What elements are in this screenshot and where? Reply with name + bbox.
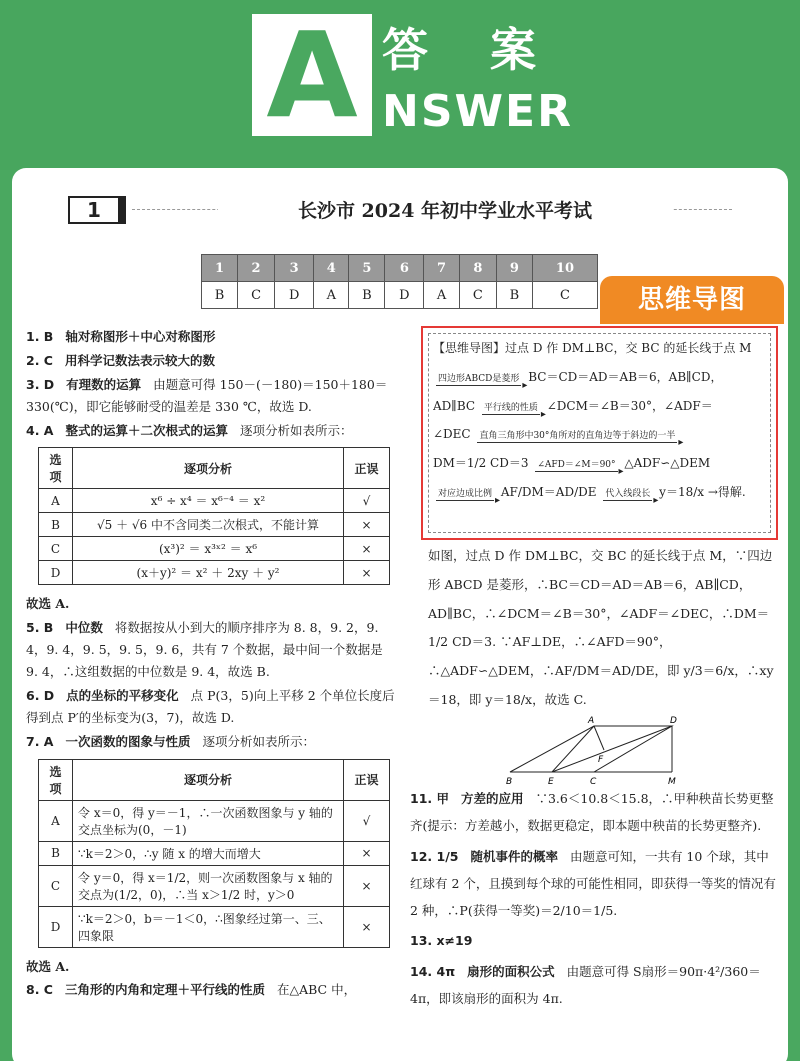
- table-header-row: [39, 448, 390, 489]
- answer-number: 4. A: [26, 422, 54, 438]
- knowledge-tag: 有理数的运算: [66, 376, 142, 392]
- header-banner: [0, 0, 800, 170]
- table-row: [39, 513, 390, 537]
- header-title-zh: 答案: [382, 23, 598, 77]
- answer-item-12: [410, 844, 780, 925]
- option-cell: D: [39, 561, 73, 585]
- answer-explanation: 逐项分析如表所示：: [239, 422, 353, 438]
- mindmap-arrow: 直角三角形中30°角所对的直角边等于斜边的一半 ▸: [477, 430, 677, 443]
- label-E: E: [548, 777, 554, 787]
- mindmap-tab: 思维导图: [600, 276, 784, 324]
- judgement-cell: ×: [344, 537, 390, 561]
- mindmap-line: [433, 363, 766, 392]
- knowledge-tag: 方差的应用: [460, 791, 524, 806]
- answer-item-5: [26, 617, 396, 683]
- mindmap-line: [433, 478, 766, 507]
- answer-explanation: 将数据按从小到大的顺序排序为 8. 8，9. 2，9. 4，9. 4，9. 5，9. 5，9. 6，共有 7 个数据，最中间一个数据是 9. 4，∴这组数据的中位数是 9. 4，故选 B.: [26, 620, 383, 679]
- mindmap-arrow: 代入线段长 ▸: [603, 488, 652, 501]
- question-number: 7: [424, 255, 459, 282]
- knowledge-tag: 随机事件的概率: [470, 848, 558, 864]
- answer-item-7: [26, 731, 396, 753]
- answer-conclusion: 故选 A.: [26, 596, 70, 612]
- option-cell: A: [39, 800, 73, 841]
- label-C: C: [590, 777, 597, 787]
- question-number: 10: [532, 255, 597, 282]
- mindmap-arrow: 平行线的性质 ▸: [482, 402, 540, 415]
- answer-number: 1. B: [26, 329, 54, 344]
- table-row: [39, 537, 390, 561]
- line-DE: [552, 726, 672, 772]
- answer-explanation: 点 P(3，5)向上平移 2 个单位长度后得到点 P′的坐标变为(3，7)，故选 D.: [26, 687, 395, 725]
- left-column: [26, 326, 396, 1003]
- label-A: A: [588, 716, 595, 726]
- table-row: [39, 561, 390, 585]
- mindmap-step: ∠DEC: [433, 427, 471, 442]
- analysis-cell: √5 ＋ √6 中不含同类二次根式，不能计算: [73, 513, 344, 537]
- answer-number-row: [202, 255, 598, 282]
- table-row: [39, 865, 390, 906]
- table-row: [39, 906, 390, 947]
- mindmap-step: AF/DM＝AD/DE: [500, 484, 597, 499]
- answer-item-11: [410, 786, 780, 840]
- judgement-cell: √: [344, 800, 390, 841]
- answer-choice: B: [349, 282, 385, 309]
- table-header: 正误: [344, 448, 390, 489]
- knowledge-tag: 中位数: [65, 620, 103, 636]
- mindmap-line: [433, 449, 766, 478]
- table-row: [39, 800, 390, 841]
- judgement-cell: √: [344, 489, 390, 513]
- answer-item-13: [410, 928, 780, 955]
- table-header: 逐项分析: [73, 759, 344, 800]
- analysis-table-q7: [38, 759, 390, 948]
- mindmap-step: AD∥BC: [433, 398, 476, 413]
- question-number: 6: [385, 255, 424, 282]
- label-F: F: [598, 755, 604, 765]
- mindmap-line: [433, 420, 766, 449]
- answer-number: 13. x≠19: [410, 933, 473, 949]
- option-cell: B: [39, 513, 73, 537]
- rhombus-ABCD: [510, 726, 672, 772]
- option-cell: B: [39, 841, 73, 865]
- paper-title: 长沙市 2024 年初中学业水平考试: [218, 196, 672, 223]
- label-M: M: [668, 777, 676, 787]
- line-AE: [552, 726, 594, 772]
- answer-number: 11. 甲: [410, 791, 449, 806]
- answer-choice: C: [532, 282, 597, 309]
- option-cell: A: [39, 489, 73, 513]
- question-number: 5: [349, 255, 385, 282]
- answer-item-14: [410, 959, 780, 1013]
- question-number: 9: [496, 255, 532, 282]
- paper-number-bar: [120, 196, 126, 224]
- knowledge-tag: 点的坐标的平移变化: [66, 687, 179, 703]
- analysis-cell: ∵k＝2＞0，b＝－1＜0，∴图象经过第一、三、四象限: [73, 906, 344, 947]
- mindmap-step: ∠DCM＝∠B＝30°，∠ADF＝: [546, 398, 713, 413]
- option-cell: D: [39, 906, 73, 947]
- answer-explanation: 由题意可得 S扇形＝90π·4²/360＝4π，即该扇形的面积为 4π.: [410, 964, 761, 1007]
- answer-explanation: 由题意可知，一共有 10 个球，其中红球有 2 个，且摸到每个球的可能性相同，即获得一等奖的情况有 2 种，∴P(获得一等奖)＝2/10＝1/5.: [410, 848, 776, 918]
- analysis-cell: (x³)² ＝ x³ˣ² ＝ x⁶: [73, 537, 344, 561]
- table-header: 正误: [344, 759, 390, 800]
- answer-number: 2. C: [26, 352, 53, 368]
- answer-item-1: [26, 326, 396, 348]
- analysis-cell: x⁶ ÷ x⁴ ＝ x⁶⁻⁴ ＝ x²: [73, 489, 344, 513]
- header-letter: A: [252, 14, 372, 136]
- answer-number: 14. 4π: [410, 964, 456, 980]
- answer-choice: C: [459, 282, 496, 309]
- answer-item-8: [26, 979, 396, 1001]
- paper-title-row: [68, 196, 732, 228]
- mindmap-line: [433, 392, 766, 421]
- option-cell: C: [39, 865, 73, 906]
- analysis-cell: ∵k＝2＞0，∴y 随 x 的增大而增大: [73, 841, 344, 865]
- knowledge-tag: 整式的运算＋二次根式的运算: [65, 422, 228, 438]
- knowledge-tag: 扇形的面积公式: [467, 964, 555, 980]
- answer-choice: B: [202, 282, 238, 309]
- table-header: 选项: [39, 759, 73, 800]
- paper-number: 1: [68, 196, 120, 224]
- mindmap-arrow: 对应边成比例 ▸: [436, 488, 494, 501]
- answer-choice-row: [202, 282, 598, 309]
- answer-explanation: 由题意可得 150－(－180)＝150＋180＝330(℃)，即它能够耐受的温差是 330 ℃，故选 D.: [26, 376, 388, 414]
- answer-choice: D: [275, 282, 314, 309]
- question-number: 4: [314, 255, 349, 282]
- answer-item-3: [26, 374, 396, 418]
- mindmap-step: BC＝CD＝AD＝AB＝6，AB∥CD，: [528, 369, 723, 384]
- table-row: [39, 841, 390, 865]
- right-column: [410, 786, 780, 1017]
- analysis-cell: (x＋y)² ＝ x² ＋ 2xy ＋ y²: [73, 561, 344, 585]
- answer-number: 5. B: [26, 620, 54, 636]
- judgement-cell: ×: [344, 561, 390, 585]
- judgement-cell: ×: [344, 865, 390, 906]
- answer-number: 3. D: [26, 376, 55, 392]
- mindmap-step: △ADF∽△DEM: [624, 456, 711, 471]
- answer-explanation: ∵3.6＜10.8＜15.8，∴甲种秧苗长势更整齐(提示：方差越小，数据更稳定，即本题中秧苗的长势更整齐).: [410, 791, 774, 833]
- mindmap-arrow: 四边形ABCD是菱形 ▸: [436, 373, 521, 386]
- mindmap-lead: 【思维导图】过点 D 作 DM⊥BC，交 BC 的延长线于点 M: [433, 341, 752, 355]
- question-number: 2: [237, 255, 274, 282]
- knowledge-tag: 轴对称图形＋中心对称图形: [65, 329, 216, 344]
- knowledge-tag: 三角形的内角和定理＋平行线的性质: [64, 982, 265, 998]
- answer-number: 7. A: [26, 733, 54, 749]
- rhombus-diagram: [500, 714, 690, 788]
- question-number: 3: [275, 255, 314, 282]
- table-header: 选项: [39, 448, 73, 489]
- answer-choice: B: [496, 282, 532, 309]
- label-B: B: [506, 777, 513, 787]
- mindmap-step: →得解.: [707, 484, 746, 499]
- answer-choice: C: [237, 282, 274, 309]
- answer-number: 12. 1/5: [410, 848, 459, 864]
- answer-explanation: 在△ABC 中，: [276, 982, 357, 998]
- mindmap-arrow: ∠AFD＝∠M＝90° ▸: [535, 459, 617, 472]
- answer-item-6: [26, 685, 396, 729]
- table-header: 逐项分析: [73, 448, 344, 489]
- q10-solution: 如图，过点 D 作 DM⊥BC，交 BC 的延长线于点 M，∵四边形 ABCD 是菱形，∴BC＝CD＝AD＝AB＝6，AB∥CD，AD∥BC，∴∠DCM＝∠B＝30°，∠ADF＝∠DEC，∴DM＝1/2 CD＝3. ∵AF⊥DE，∴∠AFD＝90°，∴△ADF∽△DEM，∴AF/DM＝AD/DE，即 y/3＝6/x，∴xy＝18，即 y＝18/x，故选 C.: [428, 548, 774, 707]
- answer-item-2: [26, 350, 396, 372]
- answer-explanation: 逐项分析如表所示：: [202, 733, 315, 749]
- answer-number: 6. D: [26, 687, 55, 703]
- answer-table: [201, 254, 598, 309]
- line-AF: [594, 726, 604, 750]
- answer-choice: A: [424, 282, 459, 309]
- judgement-cell: ×: [344, 906, 390, 947]
- table-row: [39, 489, 390, 513]
- mindmap-step: DM＝1/2 CD＝3: [433, 456, 529, 471]
- knowledge-tag: 一次函数的图象与性质: [65, 733, 191, 749]
- mindmap-line: [433, 334, 766, 363]
- judgement-cell: ×: [344, 841, 390, 865]
- analysis-table-q4: [38, 447, 390, 585]
- label-D: D: [670, 716, 677, 726]
- question-number: 1: [202, 255, 238, 282]
- answer-conclusion: 故选 A.: [26, 958, 70, 974]
- answer-number: 8. C: [26, 982, 53, 998]
- judgement-cell: ×: [344, 513, 390, 537]
- mindmap-box: [421, 326, 778, 540]
- answer-choice: A: [314, 282, 349, 309]
- mindmap-step: y＝18/x: [659, 484, 705, 499]
- option-cell: C: [39, 537, 73, 561]
- answer-choice: D: [385, 282, 424, 309]
- question-number: 8: [459, 255, 496, 282]
- answer-item-4: [26, 420, 396, 442]
- mindmap-content: [428, 333, 771, 533]
- header-title-en: NSWER: [382, 86, 573, 137]
- table-header-row: [39, 759, 390, 800]
- analysis-cell: 令 x＝0，得 y＝－1，∴一次函数图象与 y 轴的交点坐标为(0，－1): [73, 800, 344, 841]
- knowledge-tag: 用科学记数法表示较大的数: [64, 352, 215, 368]
- analysis-cell: 令 y＝0，得 x＝1/2，则一次函数图象与 x 轴的交点为(1/2，0)，∴当 x＞1/2 时，y＞0: [73, 865, 344, 906]
